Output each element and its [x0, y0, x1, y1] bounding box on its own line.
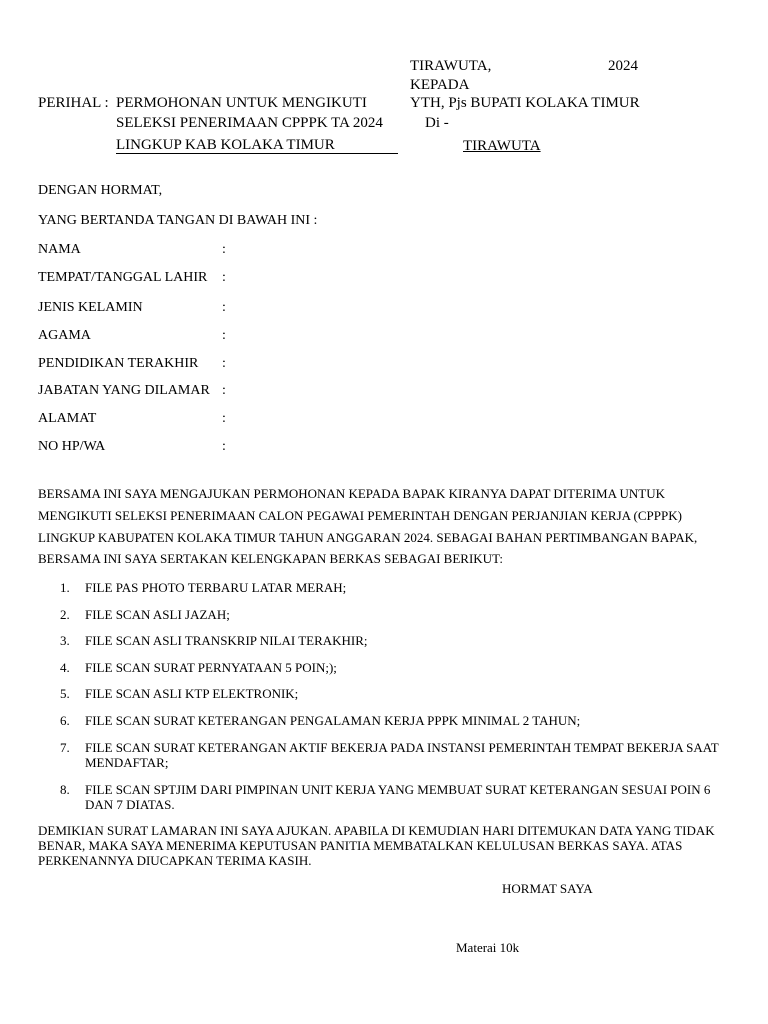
- field-label-pendidikan: PENDIDIKAN TERAKHIR: [38, 356, 199, 371]
- perihal-label: PERIHAL :: [38, 95, 109, 111]
- perihal-line-3-text: LINGKUP KAB KOLAKA TIMUR: [116, 137, 335, 153]
- list-text: FILE SCAN ASLI KTP ELEKTRONIK;: [85, 686, 299, 701]
- list-number: 6.: [60, 713, 70, 728]
- field-label-agama: AGAMA: [38, 328, 91, 343]
- recipient-city: TIRAWUTA: [463, 138, 541, 154]
- list-number: 3.: [60, 633, 70, 648]
- list-number: 1.: [60, 580, 70, 595]
- recipient-yth: YTH, Pjs BUPATI KOLAKA TIMUR: [410, 95, 640, 111]
- list-number: 8.: [60, 782, 70, 797]
- recipient-di: Di -: [425, 115, 449, 131]
- list-text: FILE SCAN SURAT PERNYATAAN 5 POIN;);: [85, 660, 337, 675]
- closing-line-1: DEMIKIAN SURAT LAMARAN INI SAYA AJUKAN. APABILA DI KEMUDIAN HARI DITEMUKAN DATA YANG TIDAK: [38, 823, 715, 838]
- list-number: 5.: [60, 686, 70, 701]
- list-text: FILE SCAN ASLI JAZAH;: [85, 607, 230, 622]
- field-label-alamat: ALAMAT: [38, 411, 97, 426]
- perihal-line-2: SELEKSI PENERIMAAN CPPPK TA 2024: [116, 115, 383, 131]
- field-colon: :: [222, 270, 226, 285]
- field-colon: :: [222, 328, 226, 343]
- body-line-3: LINGKUP KABUPATEN KOLAKA TIMUR TAHUN ANGGARAN 2024. SEBAGAI BAHAN PERTIMBANGAN BAPAK,: [38, 530, 698, 545]
- field-label-no-hp: NO HP/WA: [38, 439, 106, 454]
- body-line-4: BERSAMA INI SAYA SERTAKAN KELENGKAPAN BERKAS SEBAGAI BERIKUT:: [38, 551, 503, 566]
- list-text: FILE SCAN SURAT KETERANGAN AKTIF BEKERJA PADA INSTANSI PEMERINTAH TEMPAT BEKERJA SAAT MENDAFTAR;: [85, 740, 719, 770]
- signature-hormat: HORMAT SAYA: [502, 881, 593, 896]
- list-text: FILE SCAN SPTJIM DARI PIMPINAN UNIT KERJA YANG MEMBUAT SURAT KETERANGAN SESUAI POIN 6 DAN 7 DIATAS.: [85, 782, 711, 812]
- letter-year: 2024: [608, 58, 638, 74]
- field-label-nama: NAMA: [38, 242, 81, 257]
- closing-line-2: BENAR, MAKA SAYA MENERIMA KEPUTUSAN PANITIA MEMBATALKAN KELULUSAN BERKAS SAYA. ATAS: [38, 838, 683, 853]
- body-line-2: MENGIKUTI SELEKSI PENERIMAAN CALON PEGAWAI PEMERINTAH DENGAN PERJANJIAN KERJA (CPPPK): [38, 508, 682, 523]
- intro-text: YANG BERTANDA TANGAN DI BAWAH INI :: [38, 213, 318, 228]
- list-text: FILE SCAN ASLI TRANSKRIP NILAI TERAKHIR;: [85, 633, 368, 648]
- field-colon: :: [222, 356, 226, 371]
- salutation: DENGAN HORMAT,: [38, 183, 163, 198]
- field-colon: :: [222, 411, 226, 426]
- body-line-1: BERSAMA INI SAYA MENGAJUKAN PERMOHONAN KEPADA BAPAK KIRANYA DAPAT DITERIMA UNTUK: [38, 486, 665, 501]
- field-colon: :: [222, 383, 226, 398]
- perihal-line-3: [116, 137, 398, 154]
- recipient-kepada: KEPADA: [410, 77, 470, 93]
- field-colon: :: [222, 300, 226, 315]
- list-number: 2.: [60, 607, 70, 622]
- closing-line-3: PERKENANNYA DIUCAPKAN TERIMA KASIH.: [38, 853, 312, 868]
- list-text: FILE SCAN SURAT KETERANGAN PENGALAMAN KERJA PPPK MINIMAL 2 TAHUN;: [85, 713, 581, 728]
- field-colon: :: [222, 242, 226, 257]
- field-label-jabatan: JABATAN YANG DILAMAR: [38, 383, 210, 398]
- field-colon: :: [222, 439, 226, 454]
- list-number: 4.: [60, 660, 70, 675]
- field-label-ttl: TEMPAT/TANGGAL LAHIR: [38, 270, 208, 285]
- list-number: 7.: [60, 740, 70, 755]
- field-label-jenis-kelamin: JENIS KELAMIN: [38, 300, 143, 315]
- list-text: FILE PAS PHOTO TERBARU LATAR MERAH;: [85, 580, 347, 595]
- signature-materai: Materai 10k: [456, 940, 520, 955]
- perihal-line-1: PERMOHONAN UNTUK MENGIKUTI: [116, 95, 367, 111]
- letter-place: TIRAWUTA,: [410, 58, 492, 74]
